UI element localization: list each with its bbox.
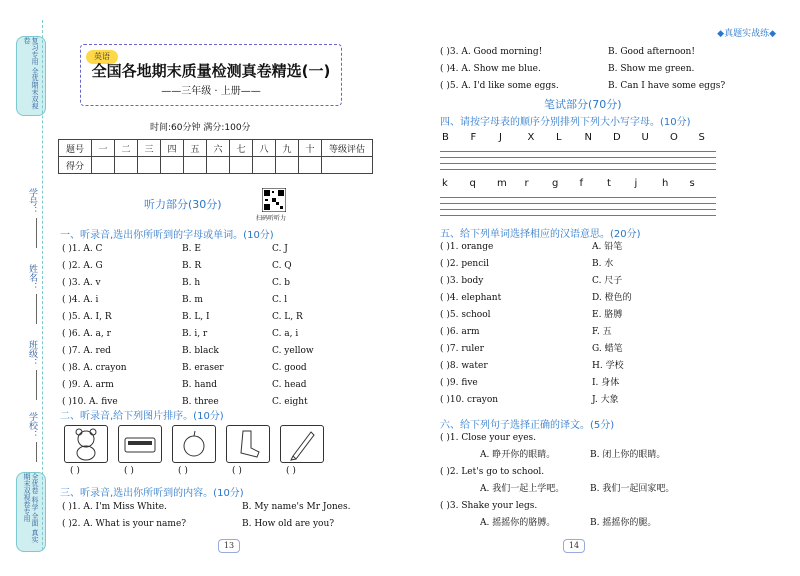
sec1-option-b: B. black bbox=[182, 346, 219, 356]
score-cell[interactable] bbox=[230, 157, 253, 174]
section-3-title: 三、听录音,选出你所听到的内容。(10分) bbox=[60, 488, 244, 499]
sec1-question: ( )9. A. arm bbox=[62, 380, 114, 390]
uppercase-letter: L bbox=[556, 132, 562, 143]
score-header-cell: 题号 bbox=[59, 140, 92, 157]
score-header-cell: 六 bbox=[207, 140, 230, 157]
sec5-meaning: H. 学校 bbox=[592, 361, 624, 371]
sec5-word: ( )2. pencil bbox=[440, 259, 490, 269]
sec1-option-b: B. R bbox=[182, 261, 202, 271]
sec1-option-b: B. hand bbox=[182, 380, 218, 390]
sec5-item bbox=[440, 291, 740, 305]
sec1-item bbox=[62, 344, 382, 358]
lowercase-letter: k bbox=[442, 178, 448, 189]
sec6-option-b: B. 闭上你的眼睛。 bbox=[590, 450, 666, 460]
sec1-option-b: B. L, I bbox=[182, 312, 210, 322]
sec1-option-c: C. eight bbox=[272, 397, 308, 407]
lowercase-letter: g bbox=[552, 178, 559, 189]
sec1-option-c: C. a, i bbox=[272, 329, 299, 339]
picture-box bbox=[64, 425, 108, 463]
lowercase-letter: t bbox=[607, 178, 611, 189]
section-6-title: 六、给下列句子选择正确的译文。(5分) bbox=[440, 420, 615, 431]
sec3-item bbox=[62, 517, 382, 531]
score-table bbox=[58, 139, 373, 174]
sec3-option-b: B. Can I have some eggs? bbox=[608, 81, 726, 91]
binding-line bbox=[42, 20, 43, 550]
sec1-option-c: C. J bbox=[272, 244, 288, 254]
sec6-option-a: A. 睁开你的眼睛。 bbox=[480, 450, 556, 460]
sec1-question: ( )7. A. red bbox=[62, 346, 111, 356]
written-heading: 笔试部分(70分) bbox=[544, 98, 622, 111]
score-cell[interactable] bbox=[276, 157, 299, 174]
sec5-item bbox=[440, 359, 740, 373]
pencil-box-icon bbox=[119, 426, 161, 462]
score-header-cell: 十 bbox=[299, 140, 322, 157]
sec1-question: ( )4. A. i bbox=[62, 295, 99, 305]
uppercase-letter: F bbox=[470, 132, 477, 143]
sec5-meaning: I. 身体 bbox=[592, 378, 620, 388]
sec3-item bbox=[62, 500, 382, 514]
score-header-cell: 七 bbox=[230, 140, 253, 157]
practice-banner: ◆真题实战练◆ bbox=[717, 29, 776, 39]
sec6-sentence: ( )3. Shake your legs. bbox=[440, 501, 538, 511]
sec6-options bbox=[480, 448, 740, 462]
name-line bbox=[36, 294, 37, 324]
name-field-label: 姓名： bbox=[27, 264, 37, 291]
picture-box bbox=[118, 425, 162, 463]
sec5-meaning: F. 五 bbox=[592, 327, 612, 337]
sec1-option-b: B. eraser bbox=[182, 363, 224, 373]
picture-box bbox=[280, 425, 324, 463]
sec3-question: ( )3. A. Good morning! bbox=[440, 47, 543, 57]
sec1-question: ( )8. A. crayon bbox=[62, 363, 127, 373]
sec5-word: ( )6. arm bbox=[440, 327, 480, 337]
sec3-option-b: B. My name's Mr Jones. bbox=[242, 502, 351, 512]
class-line bbox=[36, 370, 37, 400]
sec1-option-c: C. good bbox=[272, 363, 307, 373]
uppercase-letter: J bbox=[499, 132, 502, 143]
sec5-item bbox=[440, 274, 740, 288]
order-blank[interactable]: ( ) bbox=[124, 466, 134, 476]
score-cell[interactable] bbox=[253, 157, 276, 174]
uppercase-letter: X bbox=[527, 132, 535, 143]
bottom-side-pill: 全优卷 科学 全面 真实 期末双视卷专用 bbox=[16, 472, 46, 552]
section-1-title: 一、听录音,选出你所听到的字母或单词。(10分) bbox=[60, 230, 274, 241]
sec6-question bbox=[440, 499, 740, 513]
lowercase-letter: j bbox=[634, 178, 638, 189]
sec5-meaning: E. 胳膊 bbox=[592, 310, 623, 320]
listening-heading: 听力部分(30分) bbox=[144, 198, 222, 211]
page-title: 全国各地期末质量检测真卷精选(一) bbox=[91, 62, 331, 80]
score-cell[interactable] bbox=[161, 157, 184, 174]
lowercase-letter: s bbox=[689, 178, 695, 189]
sec1-question: ( )1. A. C bbox=[62, 244, 103, 254]
section-2-title: 二、听录音,给下列图片排序。(10分) bbox=[60, 411, 224, 422]
sec1-item bbox=[62, 327, 382, 341]
writing-lines-lower[interactable] bbox=[440, 197, 716, 221]
sec1-question: ( )10. A. five bbox=[62, 397, 118, 407]
score-header-cell: 三 bbox=[138, 140, 161, 157]
sec1-item bbox=[62, 293, 382, 307]
top-side-pill: 复习专用 全优期末双视卷 bbox=[16, 36, 46, 116]
sec1-item bbox=[62, 361, 382, 375]
sec1-option-c: C. Q bbox=[272, 261, 292, 271]
sec5-meaning: B. 水 bbox=[592, 259, 614, 269]
lowercase-letter: h bbox=[662, 178, 669, 189]
student-id-line bbox=[36, 218, 37, 248]
sec6-option-a: A. 摇摇你的胳膊。 bbox=[480, 518, 556, 528]
school-line bbox=[36, 442, 37, 462]
uppercase-letter: B bbox=[442, 132, 449, 143]
sec1-option-c: C. l bbox=[272, 295, 288, 305]
sec1-option-b: B. three bbox=[182, 397, 219, 407]
score-header-cell: 四 bbox=[161, 140, 184, 157]
uppercase-letter: S bbox=[698, 132, 705, 143]
sec1-option-c: C. L, R bbox=[272, 312, 303, 322]
sec3-question: ( )5. A. I'd like some eggs. bbox=[440, 81, 559, 91]
sec5-word: ( )5. school bbox=[440, 310, 491, 320]
qr-code-icon[interactable] bbox=[262, 188, 286, 212]
bear-icon bbox=[65, 426, 107, 462]
uppercase-letter: N bbox=[584, 132, 592, 143]
score-cell[interactable] bbox=[322, 157, 373, 174]
score-header-cell: 等级评估 bbox=[322, 140, 373, 157]
sec5-item bbox=[440, 342, 740, 356]
pen-icon bbox=[281, 426, 323, 462]
sec5-meaning: G. 蜡笔 bbox=[592, 344, 623, 354]
grade-subtitle: ——三年级 · 上册—— bbox=[161, 86, 261, 97]
sec6-options bbox=[480, 482, 740, 496]
sec1-option-b: B. m bbox=[182, 295, 203, 305]
sec5-meaning: A. 铅笔 bbox=[592, 242, 623, 252]
sec3-question: ( )2. A. What is your name? bbox=[62, 519, 187, 529]
order-blank[interactable]: ( ) bbox=[286, 466, 296, 476]
uppercase-letter: D bbox=[613, 132, 621, 143]
sec6-options bbox=[480, 516, 740, 530]
score-cell[interactable] bbox=[184, 157, 207, 174]
student-id-field-label: 学号： bbox=[27, 188, 37, 215]
sec5-word: ( )3. body bbox=[440, 276, 484, 286]
sec1-item bbox=[62, 242, 382, 256]
sec6-option-b: B. 摇摇你的腿。 bbox=[590, 518, 657, 528]
sec1-question: ( )5. A. I, R bbox=[62, 312, 112, 322]
section-5-title: 五、给下列单词选择相应的汉语意思。(20分) bbox=[440, 229, 641, 240]
sec5-word: ( )9. five bbox=[440, 378, 478, 388]
sec3-option-b: B. Good afternoon! bbox=[608, 47, 695, 57]
sec6-question bbox=[440, 431, 740, 445]
sec3-option-b: B. How old are you? bbox=[242, 519, 335, 529]
sec1-option-b: B. i, r bbox=[182, 329, 208, 339]
sec1-option-c: C. head bbox=[272, 380, 307, 390]
sec3-item bbox=[440, 62, 770, 76]
order-blank[interactable]: ( ) bbox=[70, 466, 80, 476]
sec6-sentence: ( )1. Close your eyes. bbox=[440, 433, 536, 443]
score-cell[interactable] bbox=[207, 157, 230, 174]
apple-icon bbox=[173, 426, 215, 462]
sec1-question: ( )3. A. v bbox=[62, 278, 101, 288]
sec1-question: ( )6. A. a, r bbox=[62, 329, 111, 339]
score-table-header-row bbox=[59, 140, 373, 157]
lowercase-letter: f bbox=[579, 178, 584, 189]
sec3-question: ( )4. A. Show me blue. bbox=[440, 64, 541, 74]
score-header-cell: 一 bbox=[92, 140, 115, 157]
subject-badge: 英语 bbox=[86, 50, 118, 64]
page-number-right: 14 bbox=[563, 539, 585, 553]
page-number-left: 13 bbox=[218, 539, 240, 553]
exam-meta: 时间:60分钟 满分:100分 bbox=[150, 123, 251, 133]
sec6-option-b: B. 我们一起回家吧。 bbox=[590, 484, 675, 494]
sec3-question: ( )1. A. I'm Miss White. bbox=[62, 502, 167, 512]
sec5-item bbox=[440, 325, 740, 339]
section-4-title: 四、请按字母表的顺序分别排列下列大小写字母。(10分) bbox=[440, 117, 691, 128]
sec1-option-c: C. yellow bbox=[272, 346, 314, 356]
score-header-cell: 八 bbox=[253, 140, 276, 157]
sec5-word: ( )8. water bbox=[440, 361, 488, 371]
sec5-word: ( )1. orange bbox=[440, 242, 494, 252]
score-row-label: 得分 bbox=[59, 157, 92, 174]
uppercase-letters bbox=[442, 132, 722, 146]
sec3-item bbox=[440, 45, 770, 59]
class-field-label: 班级： bbox=[27, 340, 37, 367]
sec3-item bbox=[440, 79, 770, 93]
order-blank[interactable]: ( ) bbox=[178, 466, 188, 476]
score-header-cell: 二 bbox=[115, 140, 138, 157]
uppercase-letter: O bbox=[670, 132, 678, 143]
lowercase-letter: m bbox=[497, 178, 507, 189]
sec5-word: ( )7. ruler bbox=[440, 344, 484, 354]
sec5-word: ( )4. elephant bbox=[440, 293, 502, 303]
sec1-option-b: B. E bbox=[182, 244, 201, 254]
sec1-item bbox=[62, 378, 382, 392]
score-header-cell: 五 bbox=[184, 140, 207, 157]
sec5-item bbox=[440, 308, 740, 322]
score-table-score-row bbox=[59, 157, 373, 174]
sec1-item bbox=[62, 310, 382, 324]
side-strip bbox=[12, 28, 52, 556]
sock-icon bbox=[227, 426, 269, 462]
sec1-option-b: B. h bbox=[182, 278, 201, 288]
sec5-meaning: C. 尺子 bbox=[592, 276, 623, 286]
sec5-item bbox=[440, 240, 740, 254]
sec5-meaning: J. 大象 bbox=[592, 395, 619, 405]
sec5-item bbox=[440, 376, 740, 390]
picture-box bbox=[172, 425, 216, 463]
lowercase-letter: r bbox=[524, 178, 529, 189]
sec1-option-c: C. b bbox=[272, 278, 291, 288]
sec5-item bbox=[440, 257, 740, 271]
qr-caption: 扫码听听力 bbox=[256, 215, 287, 222]
score-cell[interactable] bbox=[299, 157, 322, 174]
school-field-label: 学校： bbox=[27, 412, 37, 439]
sec6-question bbox=[440, 465, 740, 479]
order-blank[interactable]: ( ) bbox=[232, 466, 242, 476]
writing-lines-upper[interactable] bbox=[440, 151, 716, 175]
picture-box bbox=[226, 425, 270, 463]
score-cell[interactable] bbox=[92, 157, 115, 174]
sec5-meaning: D. 橙色的 bbox=[592, 293, 632, 303]
sec5-word: ( )10. crayon bbox=[440, 395, 499, 405]
sec1-item bbox=[62, 276, 382, 290]
sec5-item bbox=[440, 393, 740, 407]
sec1-question: ( )2. A. G bbox=[62, 261, 103, 271]
score-cell[interactable] bbox=[138, 157, 161, 174]
sec3-option-b: B. Show me green. bbox=[608, 64, 695, 74]
sec1-item bbox=[62, 259, 382, 273]
score-cell[interactable] bbox=[115, 157, 138, 174]
lowercase-letter: q bbox=[469, 178, 476, 189]
sec6-sentence: ( )2. Let's go to school. bbox=[440, 467, 545, 477]
score-header-cell: 九 bbox=[276, 140, 299, 157]
lowercase-letters bbox=[442, 178, 722, 192]
sec6-option-a: A. 我们一起上学吧。 bbox=[480, 484, 565, 494]
uppercase-letter: U bbox=[641, 132, 649, 143]
